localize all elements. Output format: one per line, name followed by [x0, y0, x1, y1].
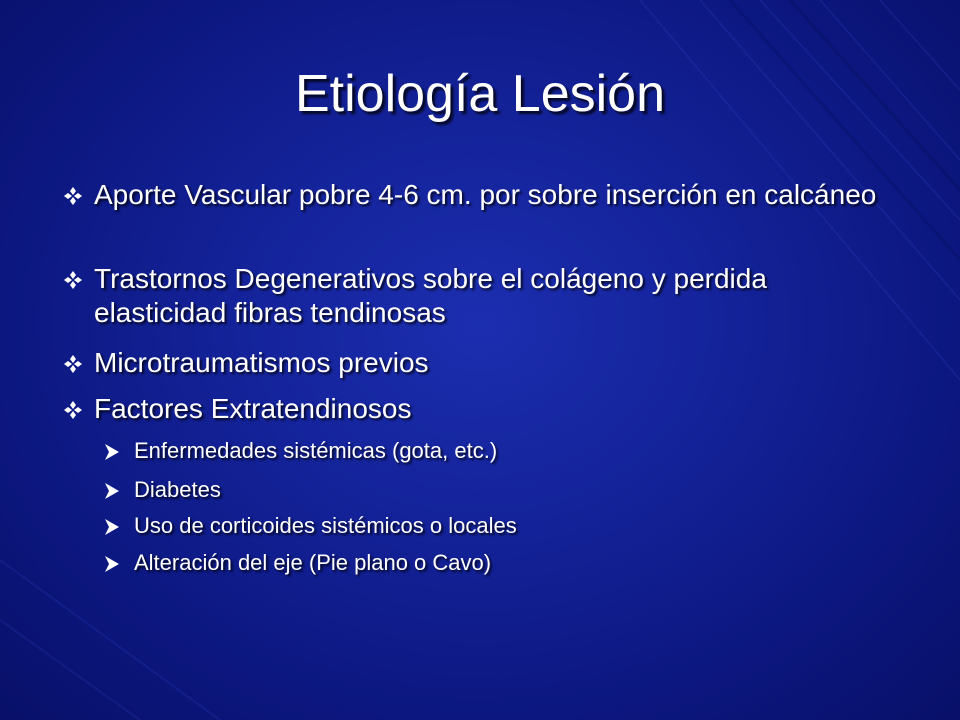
- bullet-item: [64, 262, 884, 330]
- sub-bullet-text: Diabetes: [134, 477, 221, 502]
- sub-bullet-item: [104, 549, 924, 577]
- sub-bullet-text: Uso de corticoides sistémicos o locales: [134, 513, 517, 538]
- sub-bullet-text: Alteración del eje (Pie plano o Cavo): [134, 550, 492, 575]
- sub-bullet-item: [104, 476, 924, 504]
- bullet-item: [64, 392, 884, 426]
- sub-bullet-item: [104, 512, 924, 540]
- bullet-text: Aporte Vascular pobre 4-6 cm. por sobre inserción en calcáneo: [94, 179, 877, 210]
- bullet-item: [64, 178, 884, 212]
- slide-title: Etiología Lesión: [294, 65, 666, 123]
- bullet-item: [64, 346, 884, 380]
- arrowhead-bullet-icon: [104, 437, 124, 465]
- four-diamond-bullet-icon: [64, 178, 86, 212]
- bullet-text: Trastornos Degenerativos sobre el colágeno y perdida elasticidad fibras tendinosas: [94, 263, 767, 328]
- four-diamond-bullet-icon: [64, 346, 86, 380]
- bullet-text: Factores Extratendinosos: [94, 393, 412, 424]
- sub-bullet-item: [104, 437, 924, 465]
- arrowhead-bullet-icon: [104, 512, 124, 540]
- four-diamond-bullet-icon: [64, 262, 86, 296]
- sub-bullet-text: Enfermedades sistémicas (gota, etc.): [134, 438, 498, 463]
- bullet-text: Microtraumatismos previos: [94, 347, 429, 378]
- arrowhead-bullet-icon: [104, 549, 124, 577]
- arrowhead-bullet-icon: [104, 476, 124, 504]
- four-diamond-bullet-icon: [64, 392, 86, 426]
